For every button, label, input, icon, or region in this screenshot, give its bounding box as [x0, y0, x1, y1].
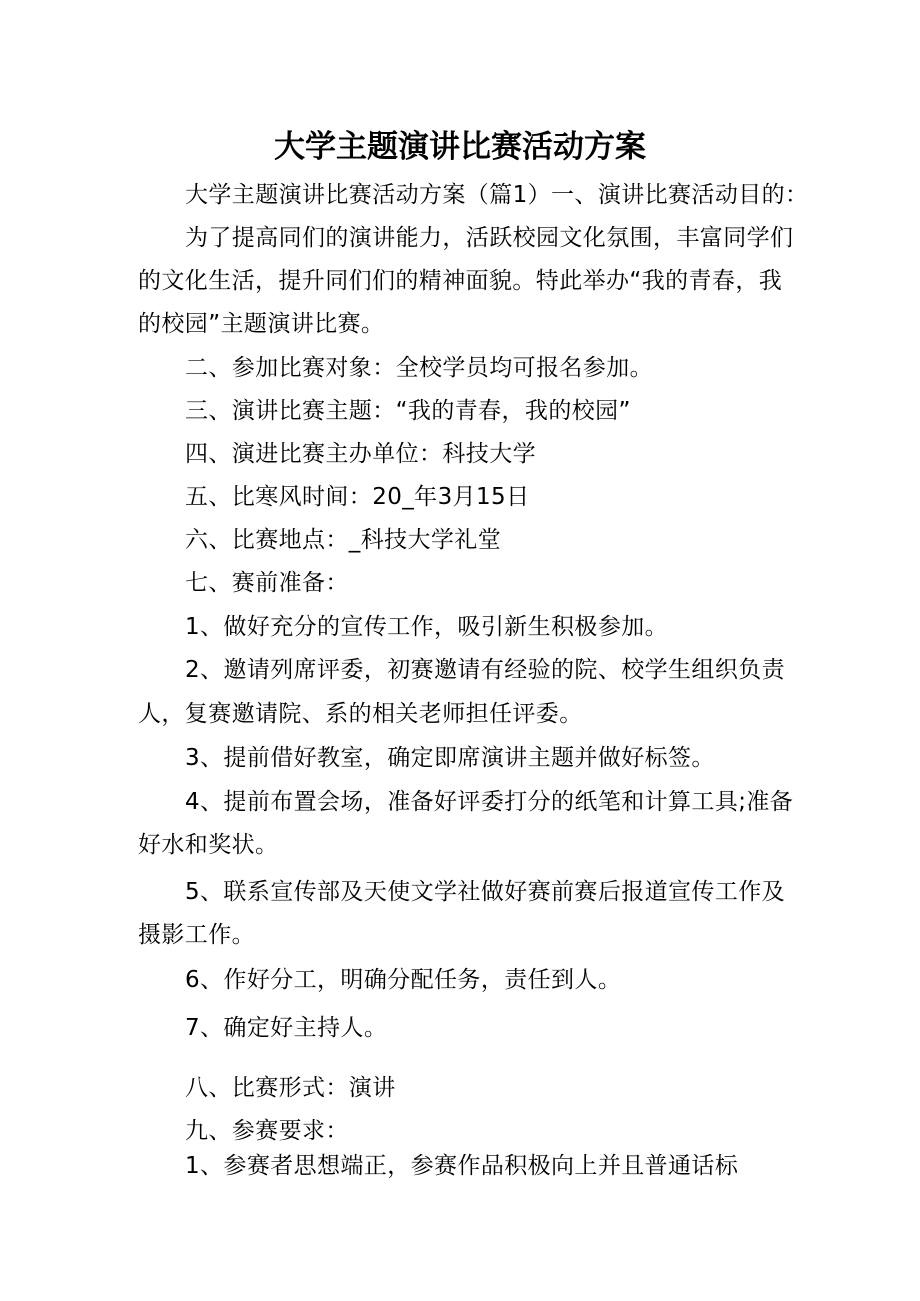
text-line: 四、演进比赛主办单位：科技大学: [185, 441, 536, 467]
text-line: 八、比赛形式：演讲: [185, 1075, 396, 1101]
text-line: 的校园”主题演讲比赛。: [138, 311, 385, 337]
text-line: 7、确定好主持人。: [185, 1015, 388, 1041]
text-line: 七、赛前准备：: [185, 570, 349, 596]
text-line: 人，复赛邀请院、系的相关老师担任评委。: [138, 701, 583, 727]
text-line: 4、提前布置会场，准备好评委打分的纸笔和计算工具;准备: [185, 789, 794, 815]
text-line: 5、联系宣传部及天使文学社做好赛前赛后报道宣传工作及: [185, 879, 786, 905]
text-line: 六、比赛地点：_科技大学礼堂: [185, 527, 502, 553]
document-title: 大学主题演讲比赛活动方案: [274, 129, 646, 165]
text-line: 好水和奖状。: [138, 832, 279, 858]
text-line: 三、演讲比赛主题：“我的青春，我的校园”: [185, 398, 631, 424]
text-line: 3、提前借好教室，确定即席演讲主题并做好标签。: [185, 745, 715, 771]
text-line: 6、作好分工，明确分配任务，责任到人。: [185, 967, 622, 993]
text-line: 大学主题演讲比赛活动方案（篇1）一、演讲比赛活动目的：: [185, 182, 809, 208]
text-line: 为了提高同们的演讲能力，活跃校园文化氛围，丰富同学们: [185, 225, 794, 251]
text-line: 1、做好充分的宣传工作，吸引新生积极参加。: [185, 614, 669, 640]
text-line: 的文化生活，提升同们们的精神面貌。特此举办“我的青春，我: [138, 268, 783, 294]
text-line: 二、参加比赛对象：全校学员均可报名参加。: [185, 355, 653, 381]
text-line: 九、参赛要求：: [185, 1118, 349, 1144]
text-line: 摄影工作。: [138, 922, 255, 948]
text-line: 五、比寒风时间：20_年3月15日: [185, 484, 530, 510]
text-line: 1、参赛者思想端正，参赛作品积极向上并且普通话标: [185, 1153, 739, 1179]
text-line: 2、邀请列席评委，初赛邀请有经验的院、校学生组织负责: [185, 657, 786, 683]
